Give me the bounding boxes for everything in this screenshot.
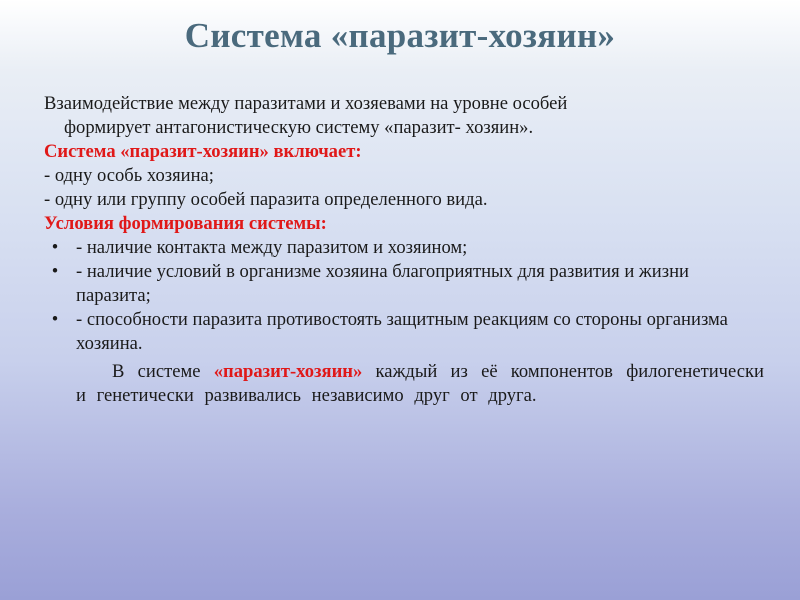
intro-line-1: Взаимодействие между паразитами и хозяевами на уровне особей [44, 93, 568, 114]
dash-item-2: - одну или группу особей паразита определенного вида. [44, 189, 488, 210]
slide-body [44, 92, 764, 408]
slide-title: Система «паразит-хозяин» [184, 16, 616, 55]
closing-suffix: каждый из её компонентов филогенетически и генетически развивались независимо друг от друга. [76, 361, 764, 406]
dash-item-1: - одну особь хозяина; [44, 165, 214, 186]
closing-paragraph [76, 360, 764, 408]
bullet-icon: • [51, 309, 59, 330]
bullet-text-2: - наличие условий в организме хозяина благоприятных для развития и жизни паразита; [76, 261, 689, 306]
intro-paragraph [44, 92, 764, 140]
heading-system-includes: Система «паразит-хозяин» включает: [44, 141, 362, 162]
heading-formation-conditions: Условия формирования системы: [44, 213, 327, 234]
bullet-text-1: - наличие контакта между паразитом и хозяином; [76, 237, 468, 258]
closing-prefix: В системе [112, 361, 214, 382]
bullet-item-1 [44, 236, 764, 260]
bullet-text-3: - способности паразита противостоять защитным реакциям со стороны организма хозяина. [76, 309, 728, 354]
closing-highlight: «паразит-хозяин» [213, 361, 363, 382]
bullet-icon: • [51, 237, 59, 258]
bullet-item-2 [44, 260, 764, 308]
bullet-icon: • [51, 261, 59, 282]
intro-line-2: формирует антагонистическую систему «паразит- хозяин». [64, 117, 534, 138]
bullet-item-3 [44, 308, 764, 356]
